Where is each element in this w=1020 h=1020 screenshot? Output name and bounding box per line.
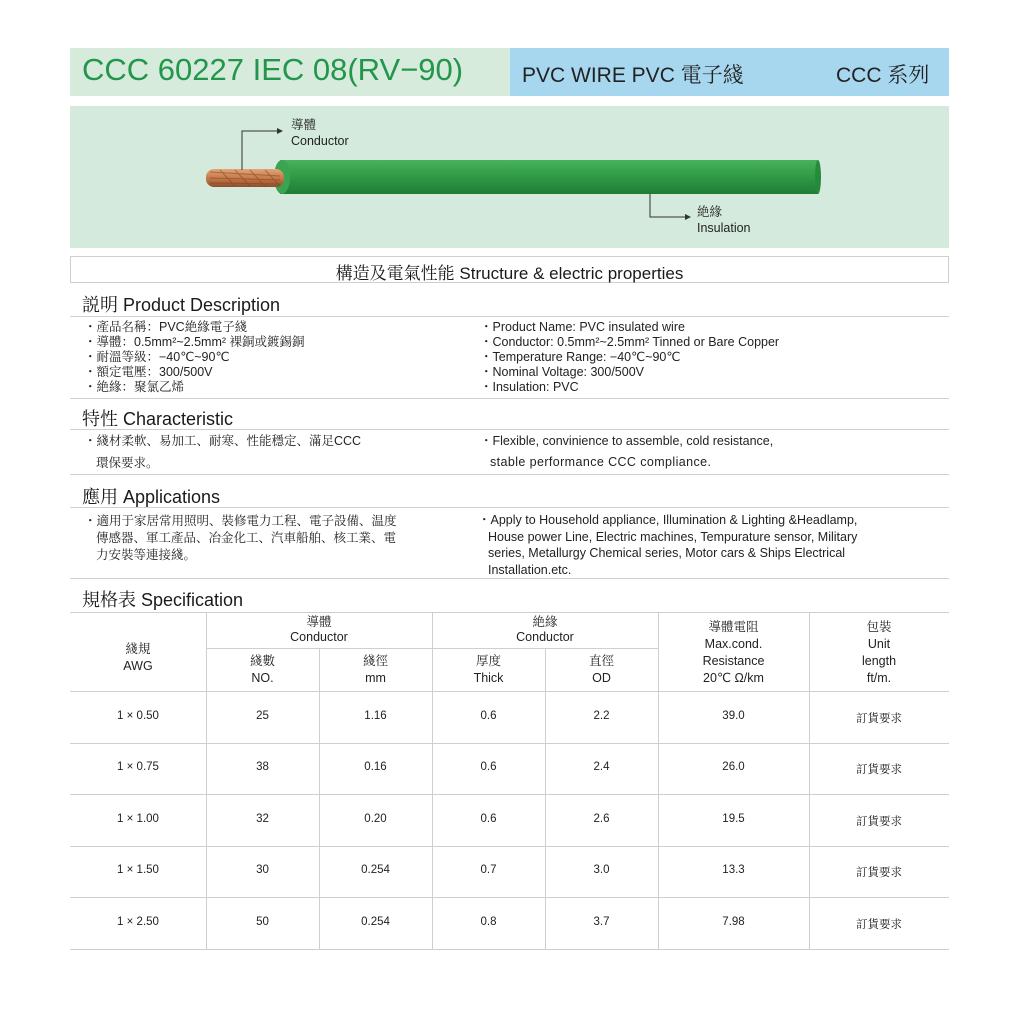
characteristic-zh-line: 環保要求。 [96, 456, 159, 470]
cell-gauge: 1 × 2.50 [117, 916, 159, 928]
header-unit [809, 619, 949, 687]
header-insulation-group [432, 615, 658, 645]
structure-title: 構造及電氣性能 Structure & electric properties [335, 264, 684, 283]
cell-od: 2.2 [593, 710, 610, 722]
description-zh-line: ・絶緣：聚氯乙烯 [84, 380, 185, 394]
characteristic-zh-line: ・綫材柔軟、易加工、耐寒、性能穩定、滿足CCC [84, 434, 362, 448]
table-rule [70, 897, 949, 898]
insulation-jacket [274, 160, 821, 194]
characteristic-en-line: ・Flexible, convinience to assemble, cold resistance, [480, 434, 774, 448]
cell-mm: 0.20 [364, 813, 387, 825]
description-en [480, 320, 779, 395]
header-text: length [861, 654, 897, 668]
applications-en-line: House power Line, Electric machines, Tempurature sensor, Military [488, 529, 858, 544]
header-text: 20℃ Ω/km [703, 671, 764, 685]
cell-no: 25 [256, 710, 269, 722]
applications-zh-line: 力安裝等連接綫。 [96, 548, 197, 562]
header-text: NO. [251, 671, 274, 685]
applications-zh-line: 傳感器、軍工產品、冶金化工、汽車船舶、核工業、電 [96, 531, 397, 545]
cell-no: 30 [256, 864, 269, 876]
table-rule [70, 612, 949, 613]
cell-gauge: 1 × 0.50 [117, 710, 159, 722]
cell-unit: 訂貨要求 [856, 764, 902, 776]
divider [70, 398, 949, 399]
cell-mm: 1.16 [364, 710, 387, 722]
description-zh-line: ・導體：0.5mm²~2.5mm² 裸銅或鍍錫銅 [84, 335, 305, 349]
divider [70, 474, 949, 475]
cell-unit: 訂貨要求 [856, 867, 902, 879]
header-text: Conductor [290, 630, 348, 644]
header-gauge [70, 641, 206, 675]
header-mm [319, 653, 432, 687]
cell-unit: 訂貨要求 [856, 713, 902, 725]
cell-unit: 訂貨要求 [856, 816, 902, 828]
cell-resistance: 19.5 [722, 813, 745, 825]
table-rule [70, 743, 949, 744]
table-rule [319, 648, 320, 949]
cell-resistance: 39.0 [722, 710, 745, 722]
divider [70, 507, 949, 508]
cell-unit: 訂貨要求 [856, 919, 902, 931]
applications-zh [84, 513, 397, 564]
cell-mm: 0.16 [364, 761, 387, 773]
cell-mm: 0.254 [361, 864, 390, 876]
wire-illustration [70, 106, 949, 248]
table-rule [70, 949, 949, 950]
specification-heading: 規格表 Specification [82, 590, 244, 610]
applications-heading: 應用 Applications [82, 487, 221, 507]
header-text: ft/m. [866, 671, 892, 685]
description-en-line: ・Temperature Range: −40℃~90℃ [480, 350, 681, 364]
applications-zh-line: ・適用于家居常用照明、裝修電力工程、電子設備、温度 [84, 514, 397, 528]
header-text: Resistance [702, 654, 765, 668]
cell-thick: 0.6 [480, 761, 497, 773]
divider [70, 429, 949, 430]
applications-en-line: series, Metallurgy Chemical series, Motor cars & Ships Electrical [488, 546, 846, 560]
description-en-line: ・Conductor: 0.5mm²~2.5mm² Tinned or Bare Copper [480, 335, 780, 349]
header-resistance [658, 619, 809, 687]
cell-thick: 0.6 [480, 710, 497, 722]
conductor-label-zh: 導體 [291, 118, 317, 132]
cell-thick: 0.7 [480, 864, 497, 876]
product-subtitle: PVC WIRE PVC 電子綫 [522, 64, 744, 87]
description-en-line: ・Insulation: PVC [480, 380, 579, 394]
table-rule [545, 648, 546, 949]
applications-en [478, 512, 857, 578]
applications-en-line: ・Apply to Household appliance, Illumination & Lighting &Headlamp, [478, 513, 858, 527]
cell-gauge: 1 × 0.75 [117, 761, 159, 773]
divider [70, 578, 949, 579]
series-label: CCC 系列 [836, 64, 930, 87]
header-text: mm [365, 671, 386, 685]
cell-resistance: 26.0 [722, 761, 745, 773]
cell-no: 38 [256, 761, 269, 773]
table-rule [70, 794, 949, 795]
header-text: 綫規 [125, 642, 151, 656]
header-thick [432, 653, 545, 687]
table-rule [70, 691, 949, 692]
page-title: CCC 60227 IEC 08(RV−90) [82, 52, 464, 87]
description-zh-line: ・產品名稱：PVC絶緣電子綫 [84, 320, 248, 334]
header-text: Thick [473, 671, 504, 685]
cell-od: 3.7 [593, 916, 610, 928]
description-en-line: ・Product Name: PVC insulated wire [480, 320, 685, 334]
header-text: 導體 [306, 615, 332, 629]
cell-gauge: 1 × 1.00 [117, 813, 159, 825]
conductor-label-en: Conductor [291, 134, 349, 148]
cell-gauge: 1 × 1.50 [117, 864, 159, 876]
header-conductor-group [206, 615, 432, 645]
cell-thick: 0.8 [480, 916, 497, 928]
header-text: Max.cond. [704, 637, 763, 651]
header-text: 包裝 [866, 620, 892, 634]
header-text: Conductor [516, 630, 574, 644]
characteristic-en-line: stable performance CCC compliance. [490, 455, 712, 469]
cell-resistance: 13.3 [722, 864, 745, 876]
header-od [545, 653, 658, 687]
cell-no: 32 [256, 813, 269, 825]
table-rule [70, 846, 949, 847]
applications-en-line: Installation.etc. [488, 562, 572, 577]
insulation-label-en: Insulation [697, 221, 751, 235]
header-text: 絶緣 [532, 615, 558, 629]
header-text: 綫數 [249, 654, 275, 668]
cell-mm: 0.254 [361, 916, 390, 928]
cell-od: 2.6 [593, 813, 610, 825]
header-no [206, 653, 319, 687]
description-zh-line: ・額定電壓：300/500V [84, 365, 213, 379]
cell-od: 3.0 [593, 864, 610, 876]
characteristic-heading: 特性 Characteristic [82, 409, 234, 429]
header-text: 直徑 [588, 654, 614, 668]
copper-conductor [206, 169, 284, 187]
cell-od: 2.4 [593, 761, 610, 773]
header-text: 導體電阻 [708, 620, 759, 634]
header-text: Unit [867, 637, 891, 651]
header-text: 綫徑 [362, 654, 388, 668]
description-zh [84, 320, 305, 395]
insulation-label-zh: 絶緣 [697, 205, 723, 219]
description-en-line: ・Nominal Voltage: 300/500V [480, 365, 644, 379]
cell-thick: 0.6 [480, 813, 497, 825]
header-text: OD [592, 671, 611, 685]
header-text: AWG [123, 659, 153, 673]
description-zh-line: ・耐溫等級：−40℃~90℃ [84, 350, 230, 364]
cell-resistance: 7.98 [722, 916, 745, 928]
description-heading: 説明 Product Description [82, 295, 281, 315]
cell-no: 50 [256, 916, 269, 928]
header-text: 厚度 [475, 654, 501, 668]
divider [70, 316, 949, 317]
